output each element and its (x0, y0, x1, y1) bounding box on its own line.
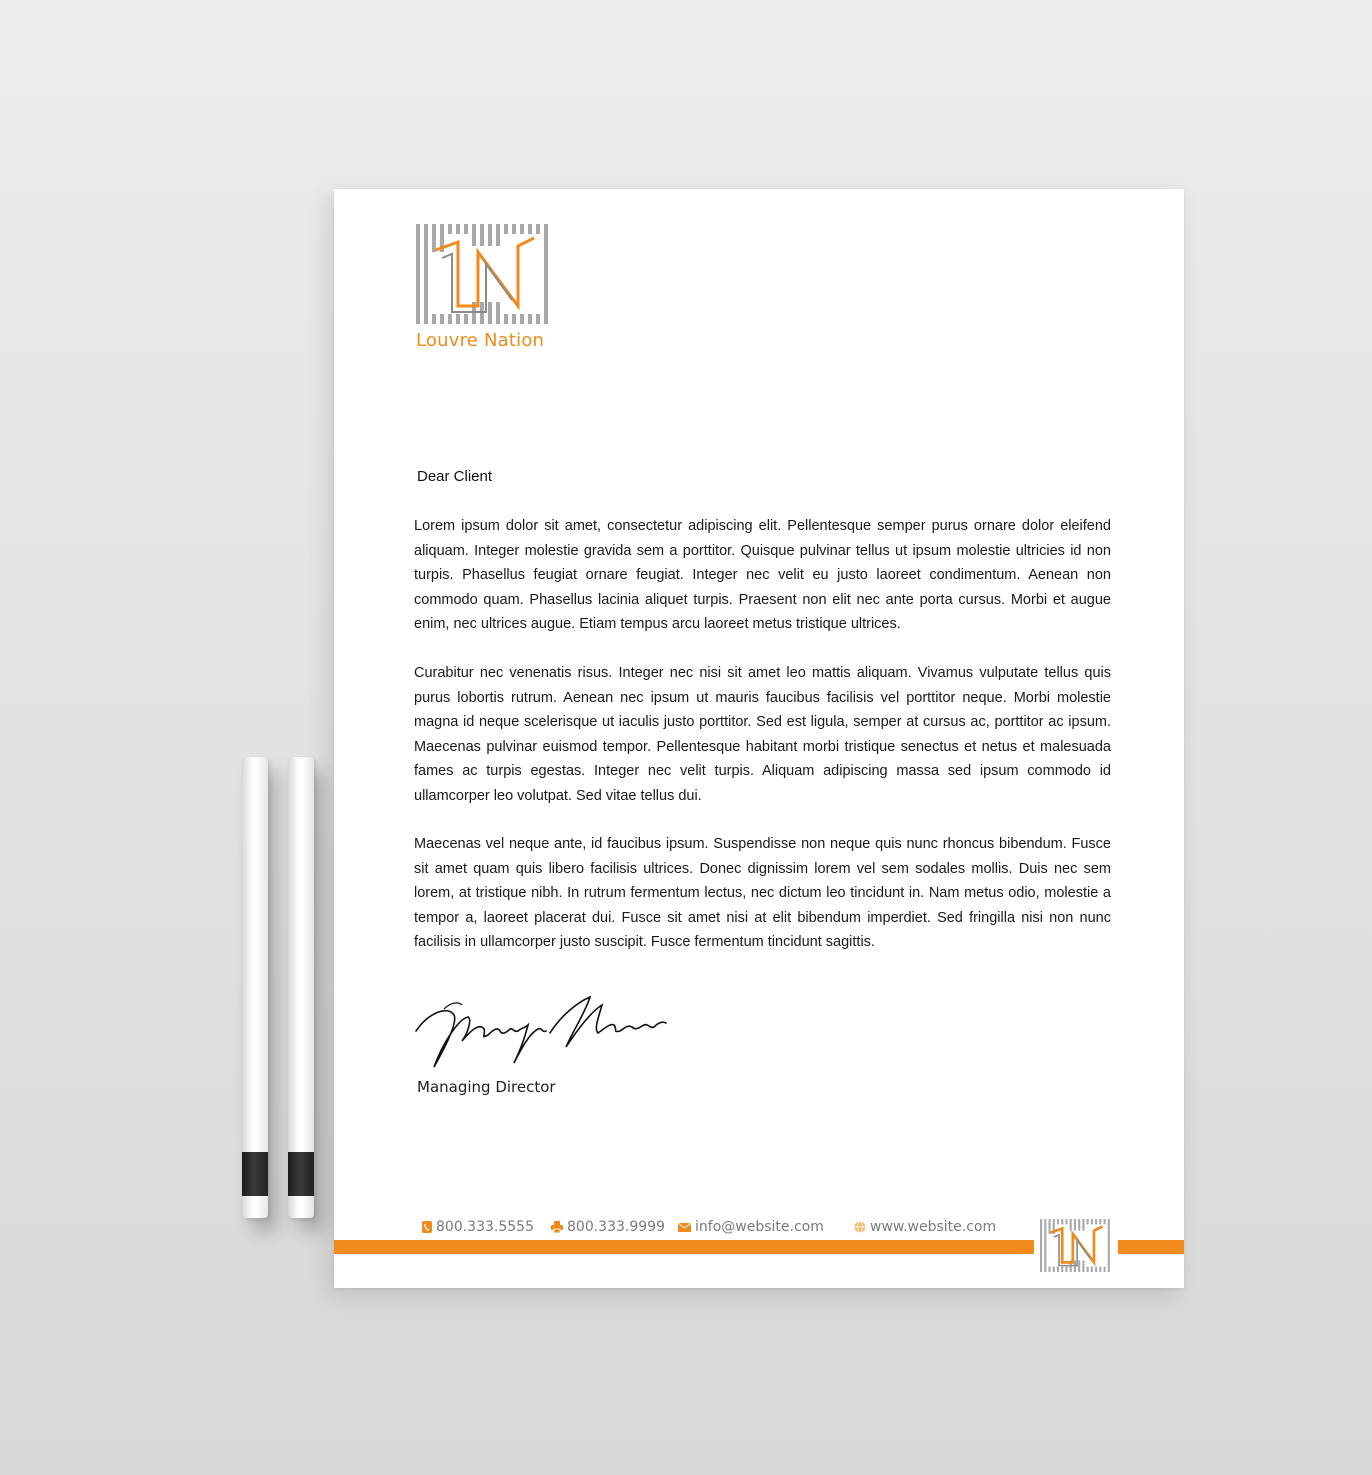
body-paragraph: Maecenas vel neque ante, id faucibus ipsum. Suspendisse non neque quis nunc rhoncus bibendum. Fusce sit amet quam quis libero facilisis ultrices. Donec dignissim lorem vel sem sodales mollis. Duis nec sem lorem, at tristique nibh. In rutrum fermentum lectus, nec dictum leo tincidunt in. Nam metus odio, molestie a tempor a, laoreet placerat dui. Fusce sit amet nisi at elit bibendum imperdiet. Sed fringilla nisi non nunc facilisis in ullamcorper justo suscipit. Fusce fermentum tincidunt sagittis. (414, 836, 1111, 950)
pen-band (288, 1152, 314, 1196)
footer-fax (551, 1219, 665, 1235)
handwritten-signature (414, 989, 674, 1074)
footer-phone (422, 1219, 534, 1235)
website-url: www.website.com (870, 1219, 997, 1235)
fax-number: 800.333.9999 (567, 1219, 665, 1235)
pen (288, 757, 314, 1218)
letterhead-sheet (334, 189, 1184, 1288)
body-paragraph: Lorem ipsum dolor sit amet, consectetur adipiscing elit. Pellentesque semper purus ornare dolor eleifend aliquam. Integer molestie gravida sem a porttitor. Quisque pulvinar tellus ut ipsum molestie ultricies id non turpis. Phasellus feugiat ornare feugiat. Integer nec velit eu justo laoreet condimentum. Aenean non commodo quam. Phasellus lacinia aliquet turpis. Praesent non elit nec ante porta cursus. Morbi et augue enim, nec ultrices augue. Etiam tempus arcu laoreet metus tristique ultrices. (414, 518, 1111, 632)
louvre-nation-logo-small (1040, 1218, 1112, 1273)
globe-icon (854, 1221, 866, 1233)
phone-icon (422, 1221, 432, 1233)
body-paragraph: Curabitur nec venenatis risus. Integer nec nisi sit amet leo mattis aliquam. Vivamus vulputate tellus quis purus lobortis rutrum. Aenean nec ipsum ut mauris faucibus facilisis vel porttitor neque. Morbi molestie magna id neque scelerisque ut iaculis justo porttitor. Sed est ligula, semper at cursus ac, porttitor ac ipsum. Maecenas pulvinar euismod tempor. Pellentesque habitant morbi tristique senectus et netus et malesuada fames ac turpis egestas. Integer nec velit turpis. Aliquam adipiscing massa sed ipsum commodo id ullamcorper leo volutpat. Sed vitae tellus dui. (414, 665, 1111, 804)
footer-email (678, 1219, 824, 1235)
pen-band (242, 1152, 268, 1196)
signatory-title: Managing Director (417, 1078, 556, 1096)
louvre-nation-logo (416, 224, 552, 324)
email-icon (678, 1223, 691, 1232)
pen (242, 757, 268, 1218)
brand-name: Louvre Nation (416, 330, 545, 351)
salutation: Dear Client (417, 468, 493, 485)
email-address: info@website.com (695, 1219, 824, 1235)
fax-icon (551, 1221, 563, 1233)
phone-number: 800.333.5555 (436, 1219, 534, 1235)
footer-website (854, 1219, 996, 1235)
